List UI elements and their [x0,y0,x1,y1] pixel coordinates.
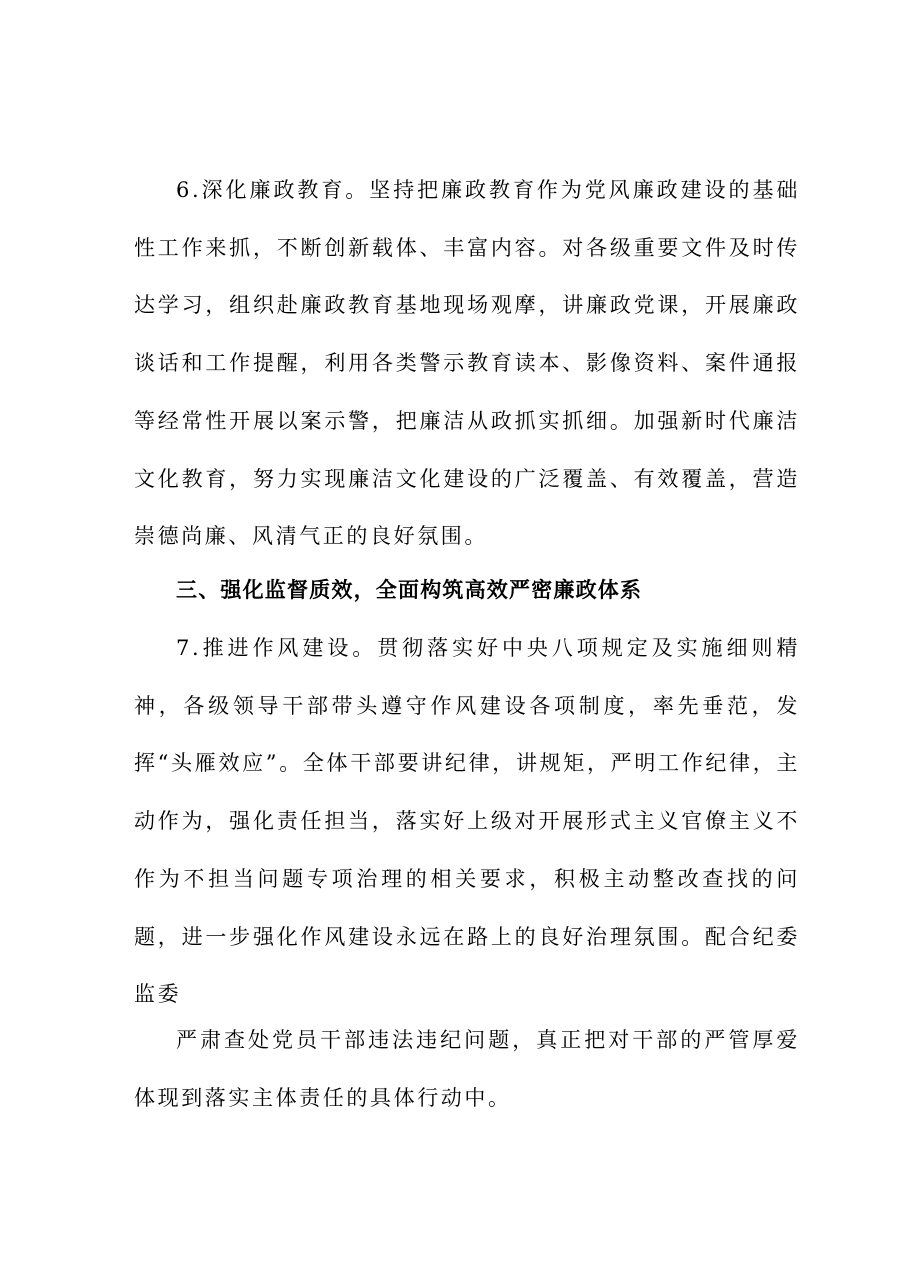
paragraph-investigate-violations: 严肃查处党员干部违法违纪问题，真正把对干部的严管厚爱体现到落实主体责任的具体行动中。 [134,1028,800,1110]
paragraph-deepen-integrity-education: 6.深化廉政教育。坚持把廉政教育作为党风廉政建设的基础性工作来抓，不断创新载体、丰富内容。对各级重要文件及时传达学习，组织赴廉政教育基地现场观摩，讲廉政党课，开展廉政谈话和工作提醒，利用各类警示教育读本、影像资料、案件通报等经常性开展以案示警，把廉洁从政抓实抓细。加强新时代廉洁文化教育，努力实现廉洁文化建设的广泛覆盖、有效覆盖，营造崇德尚廉、风清气正的良好氛围。 [134,178,800,549]
paragraph-promote-work-style: 7.推进作风建设。贯彻落实好中央八项规定及实施细则精神，各级领导干部带头遵守作风建设各项制度，率先垂范，发挥“头雁效应”。全体干部要讲纪律，讲规矩，严明工作纪律，主动作为，强化责任担当，落实好上级对开展形式主义官僚主义不作为不担当问题专项治理的相关要求，积极主动整改查找的问题，进一步强化作风建设永远在路上的良好治理氛围。配合纪委监委 [134,636,800,1007]
section-heading-three: 三、强化监督质效，全面构筑高效严密廉政体系 [176,578,643,602]
